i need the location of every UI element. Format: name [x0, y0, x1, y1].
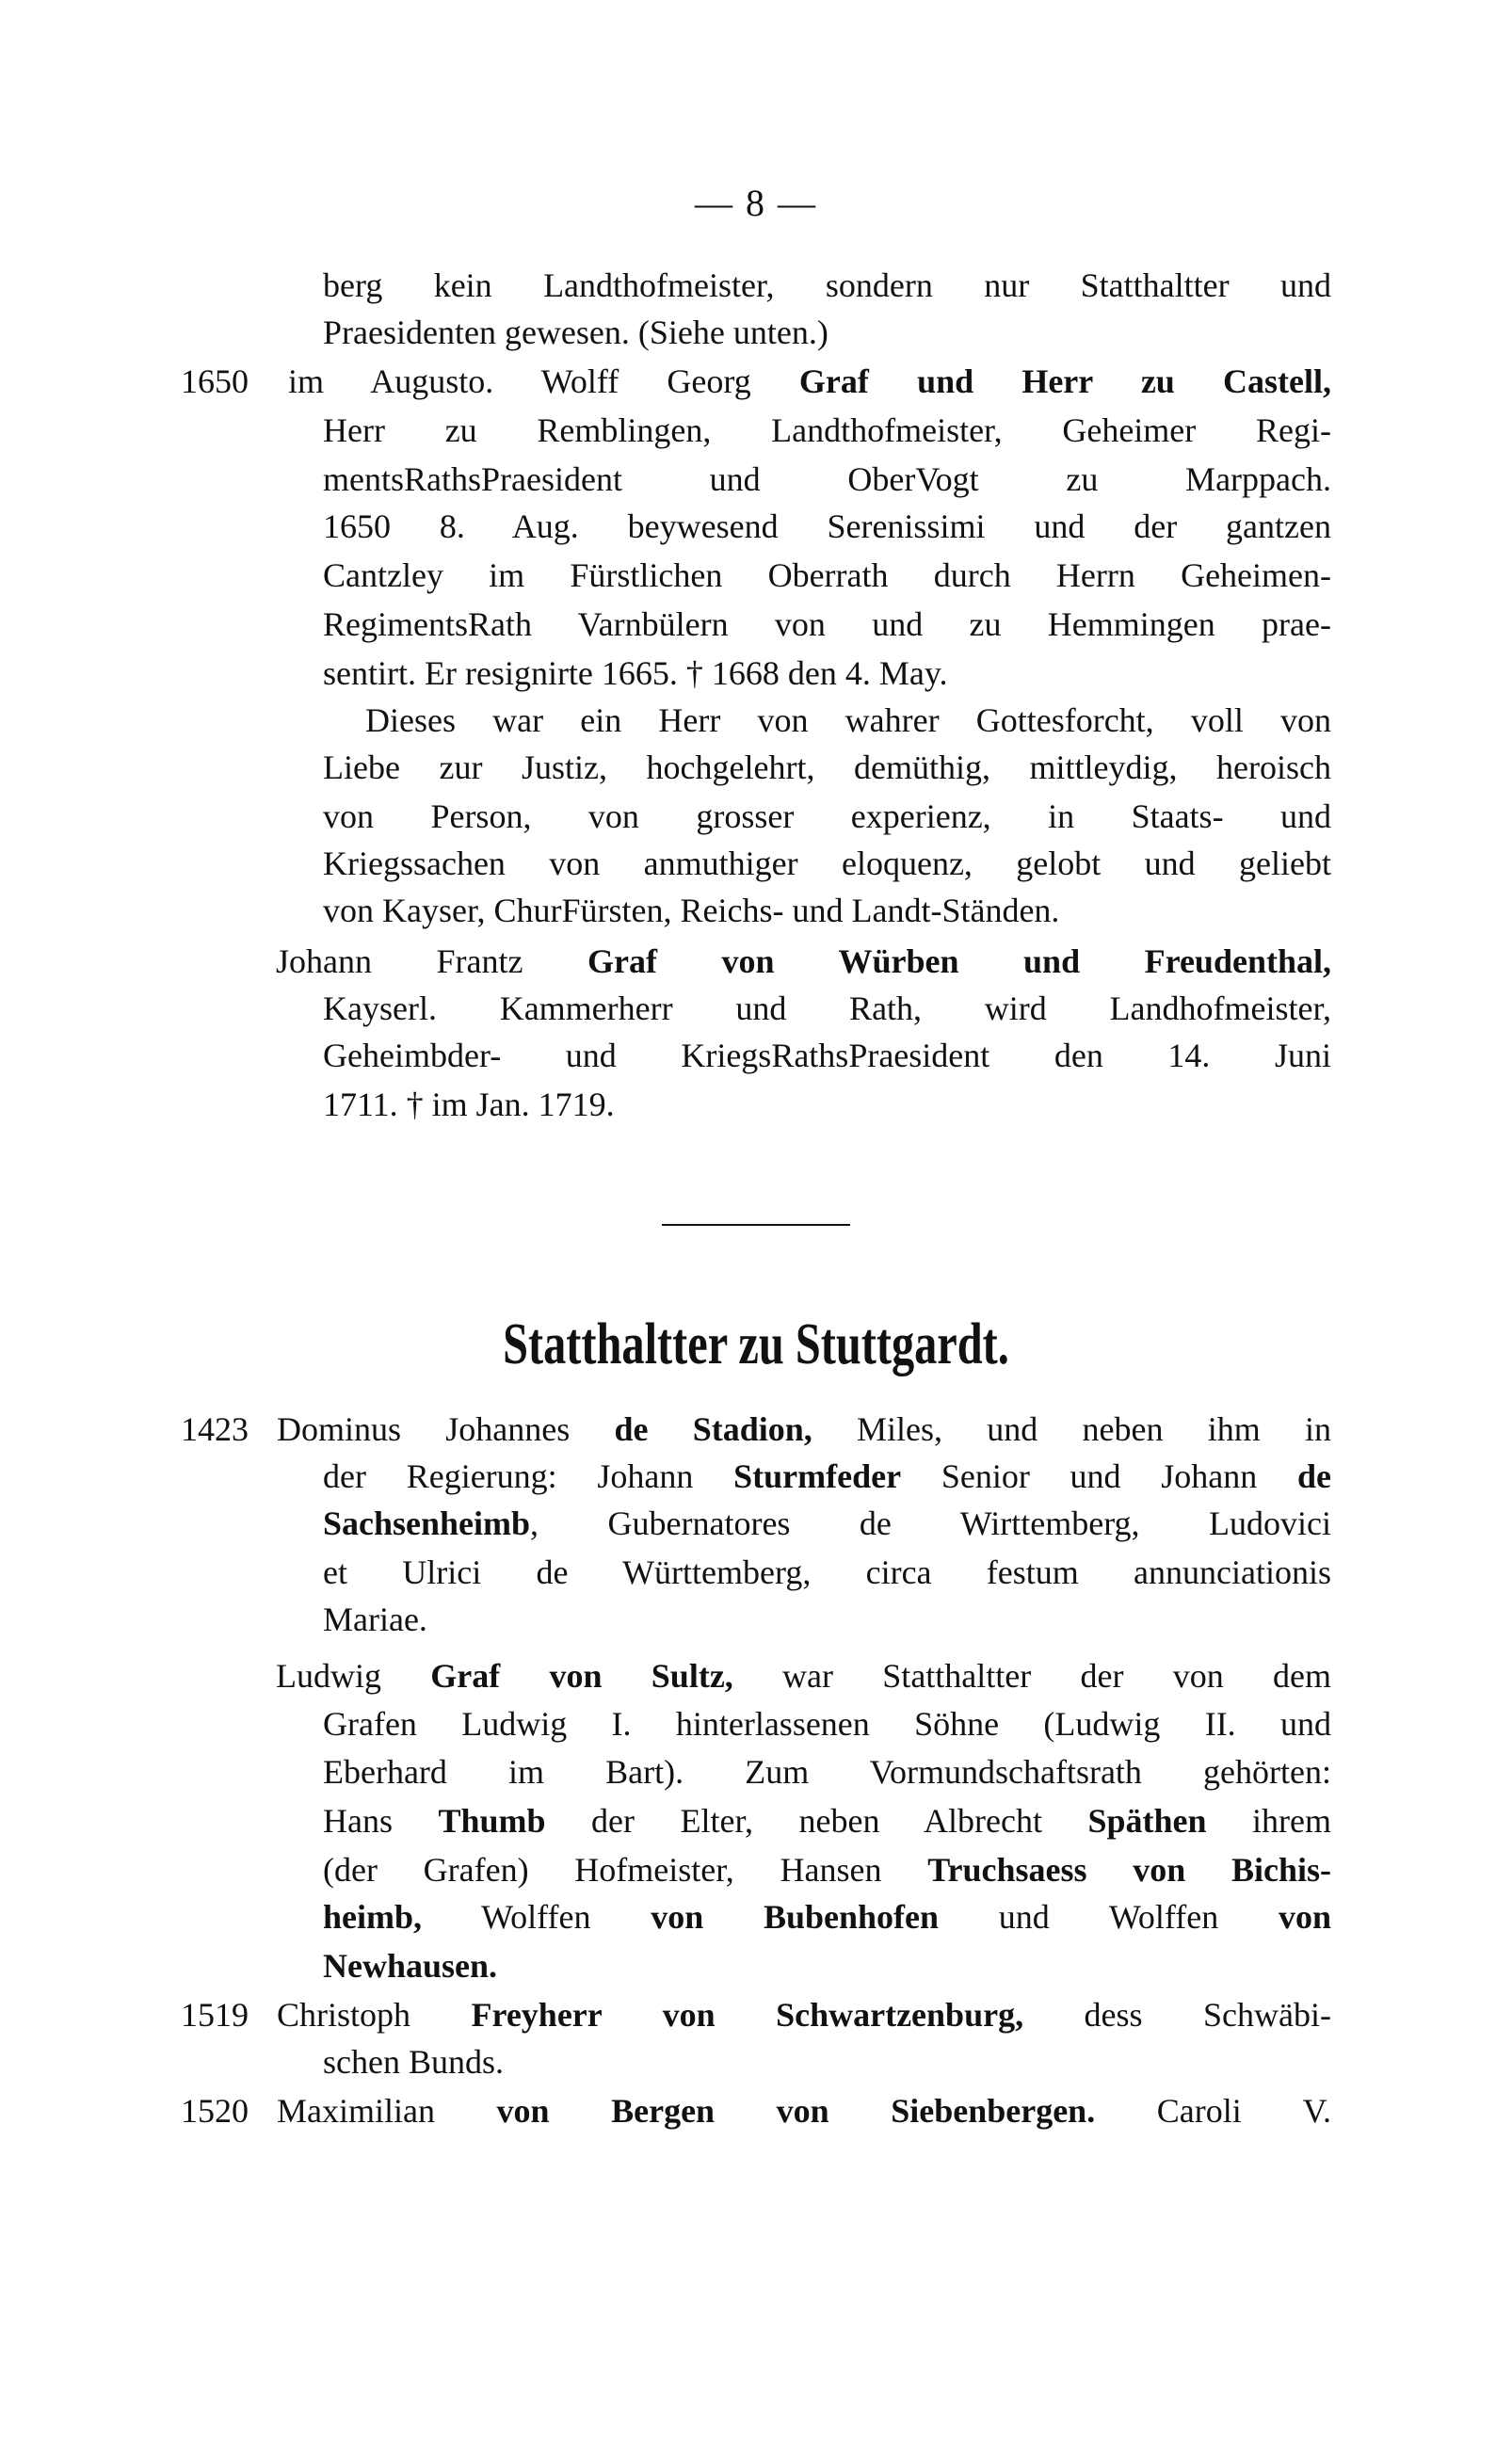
bold-name: von Bubenhofen: [651, 1898, 940, 1936]
text-run: der Elter, neben Albrecht: [545, 1802, 1088, 1840]
text-run: Dominus Johannes: [277, 1410, 615, 1448]
year-label: 1423: [181, 1410, 249, 1448]
text-line: [323, 1942, 1331, 1989]
bold-name: Späthen: [1087, 1802, 1207, 1840]
text-run: schen Bunds.: [323, 2043, 504, 2081]
text-run: im Augusto. Wolff Georg: [288, 362, 799, 400]
bold-name: heimb,: [323, 1898, 423, 1936]
text-run: Miles, und neben ihm in: [812, 1410, 1331, 1448]
text-line: [323, 887, 1331, 934]
text-line: [323, 1081, 1331, 1128]
text-run: Kriegssachen von anmuthiger eloquenz, gelobt und geliebt: [323, 845, 1331, 882]
text-line: [323, 840, 1331, 887]
text-line: [323, 2038, 1331, 2085]
text-line: [323, 650, 1331, 697]
text-line: [323, 1846, 1331, 1893]
text-run: mentsRathsPraesident und OberVogt zu Marppach.: [323, 460, 1331, 498]
text-line: [323, 1700, 1331, 1747]
page-number: — 8 —: [695, 182, 817, 224]
text-run: Eberhard im Bart). Zum Vormundschaftsrath gehörten:: [323, 1753, 1331, 1791]
text-line: [323, 262, 1331, 309]
text-line: [323, 744, 1331, 791]
bold-name: de Stadion,: [614, 1410, 812, 1448]
text-run: , Gubernatores de Wirttemberg, Ludovici: [530, 1505, 1331, 1542]
text-run: dess Schwäbi-: [1023, 1996, 1331, 2034]
bold-name: Graf und Herr zu Castell,: [798, 362, 1331, 400]
bold-name: Graf von Würben und Freudenthal,: [587, 942, 1331, 980]
text-run: Maximilian: [277, 2092, 497, 2130]
text-run: Cantzley im Fürstlichen Oberrath durch Herrn Geheimen-: [323, 556, 1331, 594]
bold-name: von: [1278, 1898, 1331, 1936]
text-line: [323, 456, 1331, 503]
bold-name: de: [1297, 1457, 1331, 1495]
text-line: [323, 1453, 1331, 1500]
text-run: Caroli V.: [1095, 2092, 1331, 2130]
year-label: 1520: [181, 2092, 249, 2130]
text-run: Ludwig: [276, 1657, 431, 1695]
text-line: [365, 697, 1331, 744]
bold-name: Sachsenheimb: [323, 1505, 531, 1542]
text-run: RegimentsRath Varnbülern von und zu Hemmingen prae-: [323, 605, 1331, 643]
text-run: Liebe zur Justiz, hochgelehrt, demüthig, mittleydig, heroisch: [323, 748, 1331, 786]
year-label: 1650: [181, 362, 249, 400]
text-line: [323, 1748, 1331, 1795]
text-line: [323, 503, 1331, 550]
text-line: [323, 1893, 1331, 1940]
text-line: [277, 2087, 1331, 2134]
text-run: Mariae.: [323, 1601, 427, 1638]
bold-name: Freyherr von Schwartzenburg,: [471, 1996, 1024, 2034]
text-line: [323, 1596, 1331, 1643]
text-line: [323, 1500, 1331, 1547]
text-run: berg kein Landthofmeister, sondern nur Statthaltter und: [323, 266, 1331, 304]
year-label: 1519: [181, 1996, 249, 2034]
text-run: Kayserl. Kammerherr und Rath, wird Landhofmeister,: [323, 990, 1331, 1027]
section-heading: Statthaltter zu Stuttgardt.: [503, 1312, 1009, 1376]
text-line: [323, 601, 1331, 648]
text-line: [323, 793, 1331, 840]
text-run: Hans: [323, 1802, 439, 1840]
text-run: von Person, von grosser experienz, in Staats- und: [323, 797, 1331, 835]
text-line: [323, 552, 1331, 599]
text-run: Wolffen: [422, 1898, 651, 1936]
text-run: sentirt. Er resignirte 1665. † 1668 den 4. May.: [323, 654, 948, 692]
text-run: von Kayser, ChurFürsten, Reichs- und Landt-Ständen.: [323, 892, 1060, 929]
text-run: war Statthaltter der von dem: [732, 1657, 1331, 1695]
text-run: Praesidenten gewesen. (Siehe unten.): [323, 314, 828, 351]
bold-name: von Bergen von Siebenbergen.: [496, 2092, 1096, 2130]
text-run: (der Grafen) Hofmeister, Hansen: [323, 1851, 928, 1889]
bold-name: Graf von Sultz,: [430, 1657, 733, 1695]
text-line: [323, 1549, 1331, 1596]
section-divider: [662, 1224, 850, 1226]
text-run: ihrem: [1206, 1802, 1331, 1840]
text-run: der Regierung: Johann: [323, 1457, 734, 1495]
text-run: Grafen Ludwig I. hinterlassenen Söhne (Ludwig II. und: [323, 1705, 1331, 1743]
text-line: [323, 1032, 1331, 1079]
bold-name: Sturmfeder: [733, 1457, 902, 1495]
text-line: [323, 985, 1331, 1032]
text-run: Senior und Johann: [901, 1457, 1297, 1495]
text-line: [276, 1652, 1331, 1699]
text-line: [276, 938, 1331, 985]
text-run: Johann Frantz: [276, 942, 588, 980]
bold-name: Thumb: [438, 1802, 546, 1840]
text-run: 1650 8. Aug. beywesend Serenissimi und der gantzen: [323, 507, 1331, 545]
text-run: Christoph: [277, 1996, 472, 2034]
text-line: [323, 1797, 1331, 1844]
text-line: [323, 407, 1331, 454]
text-run: und Wolffen: [939, 1898, 1279, 1936]
text-line: [277, 1991, 1331, 2038]
text-run: et Ulrici de Württemberg, circa festum annunciationis: [323, 1553, 1331, 1591]
bold-name: Truchsaess von Bichis-: [927, 1851, 1331, 1889]
text-line: [323, 309, 1331, 356]
text-line: [288, 358, 1331, 405]
text-run: Dieses war ein Herr von wahrer Gottesforcht, voll von: [365, 701, 1331, 739]
text-run: Herr zu Remblingen, Landthofmeister, Geheimer Regi-: [323, 411, 1331, 449]
text-run: 1711. † im Jan. 1719.: [323, 1086, 615, 1123]
bold-name: Newhausen.: [323, 1947, 498, 1985]
text-run: Geheimbder- und KriegsRathsPraesident den 14. Juni: [323, 1037, 1331, 1074]
text-line: [277, 1406, 1331, 1453]
